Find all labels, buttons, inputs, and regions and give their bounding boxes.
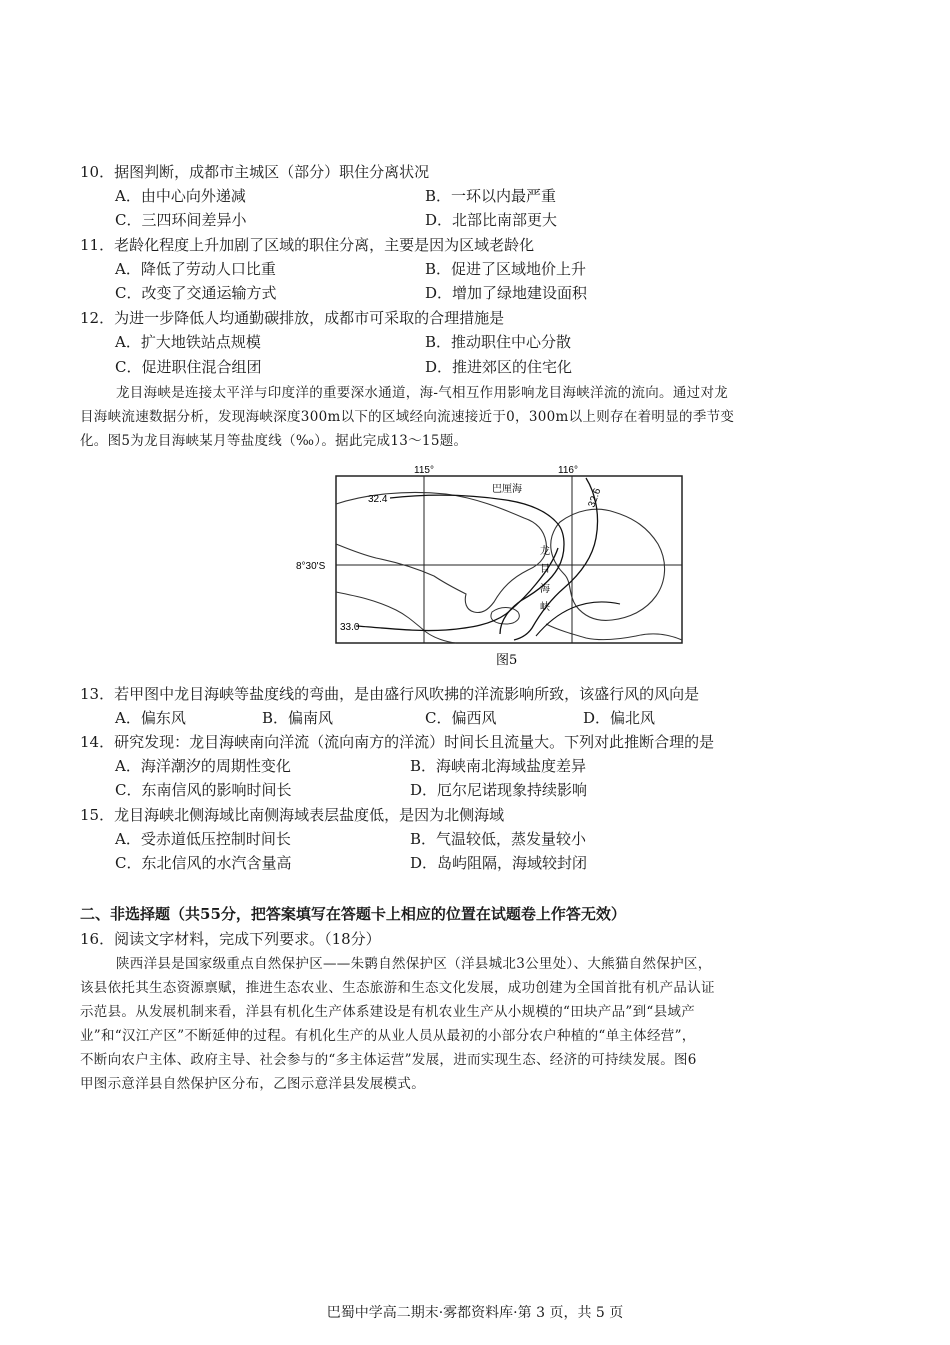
material-line-1: 龙目海峡是连接太平洋与印度洋的重要深水通道，海-气相互作用影响龙目海峡洋流的流向。通过对龙 xyxy=(116,385,729,401)
q11-option-a: A．降低了劳动人口比重 xyxy=(115,260,276,278)
q16-material-line-6: 甲图示意洋县自然保护区分布，乙图示意洋县发展模式。 xyxy=(80,1076,425,1092)
q11-option-c: C．改变了交通运输方式 xyxy=(115,284,277,302)
question-15-stem: 15．龙目海峡北侧海域比南侧海域表层盐度低，是因为北侧海域 xyxy=(80,806,505,824)
q16-material-line-3: 示范县。从发展机制来看，洋县有机化生产体系建设是有机农业生产从小规模的“田块产品”到“县域产 xyxy=(80,1004,696,1020)
bali-south-coast xyxy=(336,592,456,643)
isohaline-32-6 xyxy=(514,478,598,640)
q14-option-d: D．厄尔尼诺现象持续影响 xyxy=(410,781,588,799)
q15-option-c: C．东北信风的水汽含量高 xyxy=(115,854,292,872)
q10-option-c: C．三四环间差异小 xyxy=(115,211,247,229)
figure-5-isohaline-map xyxy=(296,464,686,670)
q13-option-a: A．偏东风 xyxy=(115,709,186,727)
q16-material-line-5: 不断向农户主体、政府主导、社会参与的“多主体运营”发展，进而实现生态、经济的可持续发展。图6 xyxy=(80,1052,697,1068)
label-bali-sea: 巴厘海 xyxy=(492,484,522,495)
question-12-stem: 12．为进一步降低人均通勤碳排放，成都市可采取的合理措施是 xyxy=(80,309,505,327)
q13-option-d: D．偏北风 xyxy=(583,709,656,727)
figure-caption: 图5 xyxy=(496,653,518,668)
q15-option-a: A．受赤道低压控制时间长 xyxy=(115,830,291,848)
q13-option-b: B．偏南风 xyxy=(262,709,334,727)
q10-option-d: D．北部比南部更大 xyxy=(425,211,558,229)
q12-option-c: C．促进职住混合组团 xyxy=(115,358,262,376)
material-line-2: 目海峡流速数据分析，发现海峡深度300m以下的区域经向流速接近于0，300m以上则存在着明显的季节变 xyxy=(80,409,735,425)
question-10-stem: 10．据图判断，成都市主城区（部分）职住分离状况 xyxy=(80,163,430,181)
label-strait-1: 龙 xyxy=(540,546,550,557)
label-lat-8-30s: 8°30'S xyxy=(296,561,326,572)
q15-option-b: B．气温较低，蒸发量较小 xyxy=(410,830,587,848)
question-11-stem: 11．老龄化程度上升加剧了区域的职住分离，主要是因为区域老龄化 xyxy=(80,236,535,254)
label-lon-116: 116° xyxy=(558,465,578,476)
q11-option-b: B．促进了区域地价上升 xyxy=(425,260,587,278)
q16-material-line-1: 陕西洋县是国家级重点自然保护区——朱鹮自然保护区（洋县城北3公里处）、大熊猫自然保护区， xyxy=(116,956,712,972)
label-33-0: 33.0 xyxy=(340,622,360,633)
q15-option-d: D．岛屿阻隔，海域较封闭 xyxy=(410,854,588,872)
q12-option-d: D．推进郊区的住宅化 xyxy=(425,358,573,376)
label-strait-2: 目 xyxy=(540,564,550,575)
question-16-stem: 16．阅读文字材料，完成下列要求。（18分） xyxy=(80,930,381,948)
question-14-stem: 14．研究发现：龙目海峡南向洋流（流向南方的洋流）时间长且流量大。下列对此推断合理的是 xyxy=(80,733,715,751)
q10-option-b: B．一环以内最严重 xyxy=(425,187,557,205)
q16-material-line-2: 该县依托其生态资源禀赋，推进生态农业、生态旅游和生态文化发展，成功创建为全国首批有机产品认证 xyxy=(80,980,715,996)
material-line-3: 化。图5为龙目海峡某月等盐度线（‰）。据此完成13～15题。 xyxy=(80,433,468,449)
q10-option-a: A．由中心向外递减 xyxy=(115,187,246,205)
q16-material-line-4: 业”和“汉江产区”不断延伸的过程。有机化生产的从业人员从最初的小部分农户种植的“单主体经营”， xyxy=(80,1028,696,1044)
label-strait-4: 峡 xyxy=(540,602,550,613)
q12-option-a: A．扩大地铁站点规模 xyxy=(115,333,261,351)
label-32-4: 32.4 xyxy=(368,494,388,505)
q13-option-c: C．偏西风 xyxy=(425,709,497,727)
q11-option-d: D．增加了绿地建设面积 xyxy=(425,284,588,302)
lombok-south-coast xyxy=(546,624,682,640)
q14-option-b: B．海峡南北海域盐度差异 xyxy=(410,757,587,775)
label-lon-115: 115° xyxy=(414,465,434,476)
question-13-stem: 13．若甲图中龙目海峡等盐度线的弯曲，是由盛行风吹拂的洋流影响所致，该盛行风的风向是 xyxy=(80,685,700,703)
page-footer: 巴蜀中学高二期末·雾都资料库·第 3 页，共 5 页 xyxy=(326,1305,624,1321)
q12-option-b: B．推动职住中心分散 xyxy=(425,333,572,351)
label-32-6: 32.6 xyxy=(586,486,604,510)
bali-coastline xyxy=(336,492,546,612)
q14-option-a: A．海洋潮汐的周期性变化 xyxy=(115,757,291,775)
q14-option-c: C．东南信风的影响时间长 xyxy=(115,781,292,799)
label-strait-3: 海 xyxy=(540,584,550,595)
section-2-heading: 二、非选择题（共55分，把答案填写在答题卡上相应的位置在试题卷上作答无效） xyxy=(80,905,626,923)
